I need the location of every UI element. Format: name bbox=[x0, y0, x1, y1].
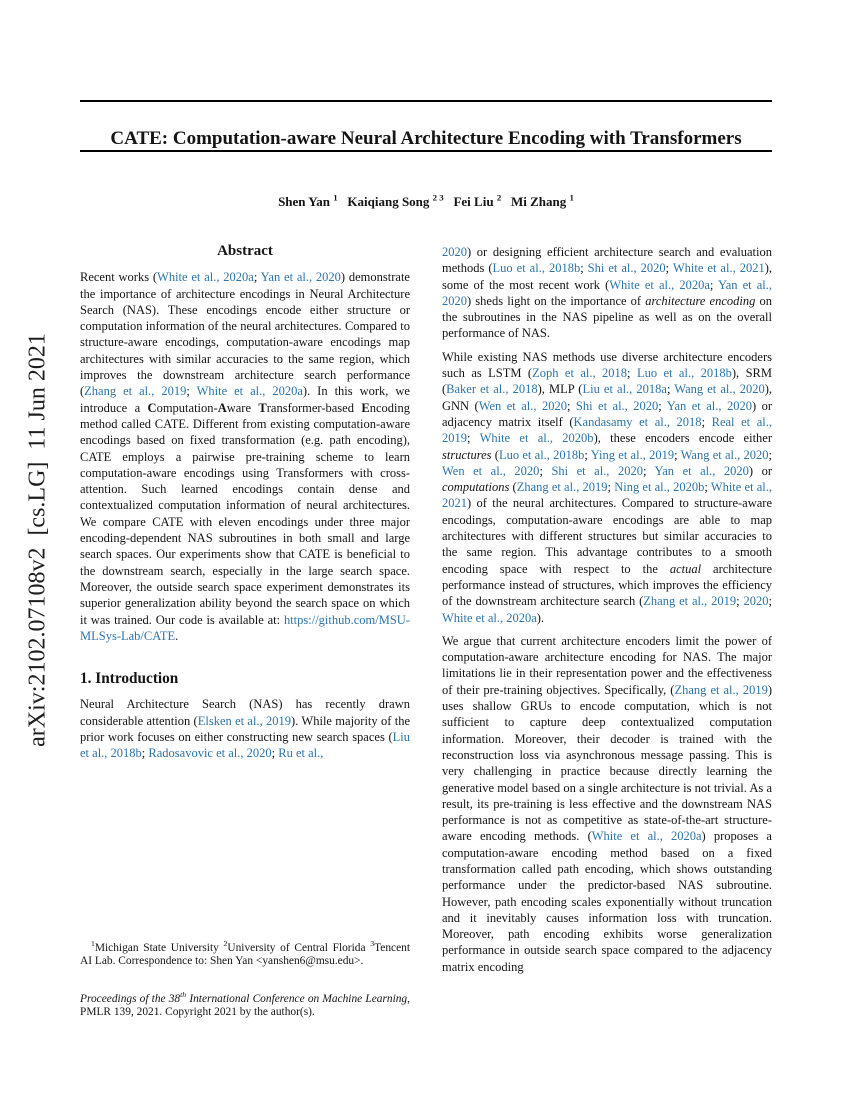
citation-link[interactable]: Radosavovic et al., 2020 bbox=[148, 746, 272, 761]
citation-link[interactable]: Yan et al., 2020 bbox=[260, 270, 341, 285]
text-run: ; bbox=[566, 398, 576, 413]
text-run: Mi Zhang bbox=[501, 194, 570, 209]
text-run: ; bbox=[253, 270, 261, 285]
citation-link[interactable]: Wang et al., 2020 bbox=[674, 382, 765, 397]
citation-link[interactable]: Zoph et al., 2018 bbox=[532, 366, 628, 381]
citation-link[interactable]: Zhang et al., 2019 bbox=[84, 384, 187, 399]
citation-link[interactable]: Real et al., 2019 bbox=[442, 414, 772, 446]
left-column bbox=[80, 243, 410, 769]
citation-link[interactable]: Shi et al., 2020 bbox=[551, 463, 643, 478]
text-run: ; bbox=[768, 594, 772, 609]
text-run: ), GNN ( bbox=[442, 382, 773, 413]
text-run: ), MLP ( bbox=[537, 382, 583, 397]
text-run: ; bbox=[186, 384, 197, 399]
text-run: Kaiqiang Song bbox=[337, 194, 433, 209]
emphasis-text: structures bbox=[442, 447, 492, 462]
citation-link[interactable]: Ning et al., 2020b bbox=[614, 480, 705, 495]
text-run: ; bbox=[539, 463, 552, 478]
text-run: ; bbox=[271, 746, 279, 761]
external-link[interactable]: https://github.com/MSU-MLSys-Lab/CATE bbox=[80, 612, 410, 643]
text-run: ; bbox=[467, 431, 480, 446]
text-run: ncoding method called CATE. Different from existing computation-aware encodings based on fixed transformation (e.g. path encoding), CATE employs a pairwise pre-training scheme to learn computation-aware encodings using Transformers with cross-attention. Such learned encodings contain dense and contextualized computation information of neural architectures. We compare CATE with eleven encodings under three major encoding-dependent NAS subroutines in both small and large search spaces. Our experiments show that CATE is beneficial to the downstream search, especially in the large search space. Moreover, the outside search space experiment demonstrates its superior generalization ability beyond the search space on which it was trained. Our code is available at: bbox=[80, 400, 410, 627]
title-rule-top bbox=[80, 100, 772, 102]
bold-text: C bbox=[147, 400, 157, 415]
superscript: 1 bbox=[91, 939, 95, 949]
citation-link[interactable]: Wang et al., 2020 bbox=[680, 447, 769, 462]
emphasis-text: Proceedings of the 38 bbox=[80, 993, 181, 1005]
text-run: ; bbox=[580, 261, 588, 276]
text-run: ) demonstrate the importance of architecture encodings in Neural Architecture Search (NAS). These encodings encode either structure or computation information of the neural architectures. Compared to structure-aware encodings, computation-aware encodings map architectures with similar accuracies to the same region, which improves the downstream architecture search performance ( bbox=[80, 270, 410, 399]
citation-link[interactable]: Yan et al., 2020 bbox=[654, 463, 749, 478]
citation-link[interactable]: Yan et al., 2020 bbox=[442, 277, 772, 308]
introduction-paragraph bbox=[80, 696, 410, 761]
text-run: ) of the neural architectures. Compared to structure-aware encodings, computation-aware encodings are able to map architectures with different structures but similar accuracies to the same region. This advantage contributes to a smooth encoding space with respect to the bbox=[442, 496, 772, 576]
citation-link[interactable]: Shi et al., 2020 bbox=[575, 398, 659, 413]
text-run: ) or adjacency matrix itself ( bbox=[442, 398, 773, 429]
citation-link[interactable]: Ying et al., 2019 bbox=[590, 447, 675, 462]
citation-link[interactable]: Wen et al., 2020 bbox=[442, 463, 540, 478]
citation-link[interactable]: White et al., 2021 bbox=[672, 261, 765, 276]
text-run: . bbox=[175, 628, 179, 643]
emphasis-text: architecture encoding bbox=[645, 293, 756, 308]
citation-link[interactable]: Ru et al., bbox=[278, 746, 324, 761]
citation-link[interactable]: Yan et al., 2020 bbox=[666, 398, 752, 413]
text-run: ; bbox=[627, 366, 637, 381]
text-run: ( bbox=[509, 480, 517, 495]
text-run: ransformer-based bbox=[266, 400, 362, 415]
text-run: ), these encoders encode either bbox=[593, 431, 773, 446]
text-run: Tencent AI Lab. Correspondence to: Shen Yan <yanshen6@msu.edu>. bbox=[80, 942, 410, 967]
text-run: ) proposes a computation-aware encoding method based on a fixed transformation called path encoding, which shows outstanding performance under the predictor-based NAS subroutine. However, path encoding scales exponentially without truncation and it inevitably causes information loss with truncation. Moreover, path encoding exhibits worse generalization performance in outside search space compared to the adjacency matrix encoding bbox=[442, 829, 772, 974]
text-run: ). In this work, we introduce a bbox=[80, 384, 410, 415]
superscript: 2 bbox=[496, 192, 502, 203]
citation-link[interactable]: Zhang et al., 2019 bbox=[674, 682, 768, 697]
bold-text: A bbox=[217, 400, 227, 415]
citation-link[interactable]: Zhang et al., 2019 bbox=[516, 480, 608, 495]
emphasis-text: computations bbox=[442, 480, 510, 495]
text-run: Fei Liu bbox=[443, 194, 497, 209]
text-run: ). While majority of the prior work focuses on either constructing new search spaces ( bbox=[80, 713, 410, 745]
bold-text: E bbox=[361, 400, 370, 415]
text-run: ; bbox=[704, 480, 711, 495]
abstract-section bbox=[80, 243, 410, 644]
citation-link[interactable]: Luo et al., 2018b bbox=[492, 261, 581, 276]
text-run: While existing NAS methods use diverse architecture encoders such as LSTM ( bbox=[442, 349, 772, 381]
citation-link[interactable]: 2020 bbox=[442, 245, 467, 259]
citation-link[interactable]: White et al., 2020a bbox=[157, 270, 254, 285]
text-run: Recent works ( bbox=[80, 270, 158, 285]
body-paragraph bbox=[442, 349, 772, 626]
text-run: ; bbox=[658, 398, 667, 413]
text-run: omputation- bbox=[156, 400, 218, 415]
text-run: architecture performance instead of structures, which improves the efficiency of the downstream architecture search ( bbox=[442, 561, 772, 609]
text-run: ). bbox=[536, 610, 545, 625]
text-run: ; bbox=[674, 447, 681, 462]
text-run: ware bbox=[226, 400, 259, 415]
authors-line bbox=[80, 194, 772, 210]
text-run: ; bbox=[736, 594, 744, 609]
citation-link[interactable]: White et al., 2020a bbox=[442, 610, 537, 625]
text-run: ( bbox=[491, 447, 499, 462]
citation-link[interactable]: Liu et al., 2018b bbox=[80, 730, 410, 761]
text-run: ; bbox=[665, 261, 673, 276]
citation-link[interactable]: 2020 bbox=[743, 594, 769, 609]
text-run: We argue that current architecture encoders limit the power of computation-aware architecture encoding for NAS. The major limitations lie in their representation power and the effectiveness of their pre-training objectives. Specifically, ( bbox=[442, 633, 772, 697]
text-run: Shen Yan bbox=[278, 194, 334, 209]
abstract-heading: Abstract bbox=[217, 243, 273, 259]
text-run: University of Central Florida bbox=[227, 942, 371, 954]
citation-link[interactable]: White et al., 2021 bbox=[442, 480, 772, 511]
citation-link[interactable]: White et al., 2020a bbox=[609, 277, 710, 292]
body-paragraph bbox=[442, 244, 772, 342]
text-run: Neural Architecture Search (NAS) has recently drawn considerable attention ( bbox=[80, 697, 410, 728]
paper-title: CATE: Computation-aware Neural Architecture Encoding with Transformers bbox=[110, 127, 742, 149]
text-run: ; bbox=[141, 746, 149, 761]
superscript: 1 bbox=[569, 192, 574, 203]
citation-link[interactable]: White et al., 2020a bbox=[591, 829, 702, 844]
citation-link[interactable]: White et al., 2020a bbox=[196, 384, 303, 399]
right-column bbox=[442, 244, 772, 982]
emphasis-text: International Conference on Machine Learning bbox=[186, 993, 408, 1005]
citation-link[interactable]: Kandasamy et al., 2018 bbox=[573, 414, 702, 429]
proceedings-note bbox=[80, 990, 410, 1019]
body-paragraph bbox=[442, 633, 772, 975]
text-run: , PMLR 139, 2021. Copyright 2021 by the author(s). bbox=[80, 993, 410, 1018]
text-run: ; bbox=[607, 480, 615, 495]
text-run: Michigan State University bbox=[94, 942, 224, 954]
section-heading-introduction: 1. Introduction bbox=[80, 670, 179, 688]
text-run: ; bbox=[642, 463, 655, 478]
superscript: 2 bbox=[223, 939, 228, 949]
arxiv-watermark: arXiv:2102.07108v2 [cs.LG] 11 Jun 2021 bbox=[24, 333, 51, 747]
text-run: ) or designing efficient architecture search and evaluation methods ( bbox=[442, 245, 772, 276]
text-run: ), SRM ( bbox=[442, 366, 772, 397]
title-rule-bottom bbox=[80, 150, 772, 152]
citation-link[interactable]: Elsken et al., 2019 bbox=[197, 713, 292, 728]
superscript: th bbox=[180, 990, 187, 1000]
citation-link[interactable]: White et al., 2020b bbox=[479, 431, 594, 446]
text-run: ) or bbox=[748, 463, 772, 478]
citation-link[interactable]: Shi et al., 2020 bbox=[587, 261, 666, 276]
text-run: ; bbox=[768, 447, 773, 462]
affiliation-footnote bbox=[80, 939, 410, 967]
text-run: ; bbox=[666, 382, 675, 397]
superscript: 3 bbox=[370, 939, 375, 949]
text-run: ; bbox=[584, 447, 591, 462]
text-run: ; bbox=[701, 414, 712, 429]
abstract-body bbox=[80, 269, 410, 644]
bold-text: T bbox=[258, 400, 267, 415]
citation-link[interactable]: Wen et al., 2020 bbox=[478, 398, 567, 413]
superscript: 1 bbox=[333, 192, 338, 203]
text-run: ) sheds light on the importance of bbox=[467, 293, 646, 308]
citation-link[interactable]: Luo et al., 2018b bbox=[498, 447, 585, 462]
text-run: ) uses shallow GRUs to encode computation, which is not sufficient to capture deep contextualized computation information. Moreover, their decoder is trained with the reconstruction loss via asynchronous message passing. This is very challenging in practice because directly learning the generative model based on a single architecture is not trivial. As a result, its pre-training is less effective and the downstream NAS performance is not as competitive as state-of-the-art structure-aware encoding methods. ( bbox=[442, 682, 772, 844]
citation-link[interactable]: Luo et al., 2018b bbox=[636, 366, 732, 381]
superscript: 2 3 bbox=[432, 192, 444, 203]
citation-link[interactable]: Baker et al., 2018 bbox=[446, 382, 538, 397]
affiliation-text bbox=[80, 939, 410, 967]
citation-link[interactable]: Liu et al., 2018a bbox=[582, 382, 667, 397]
emphasis-text: actual bbox=[669, 561, 702, 576]
text-run: ), some of the most recent work ( bbox=[442, 261, 772, 292]
citation-link[interactable]: Zhang et al., 2019 bbox=[643, 594, 737, 609]
text-run: on the subroutines in the NAS pipeline as well as on the overall performance of NAS. bbox=[442, 293, 772, 341]
text-run: ; bbox=[709, 277, 718, 292]
